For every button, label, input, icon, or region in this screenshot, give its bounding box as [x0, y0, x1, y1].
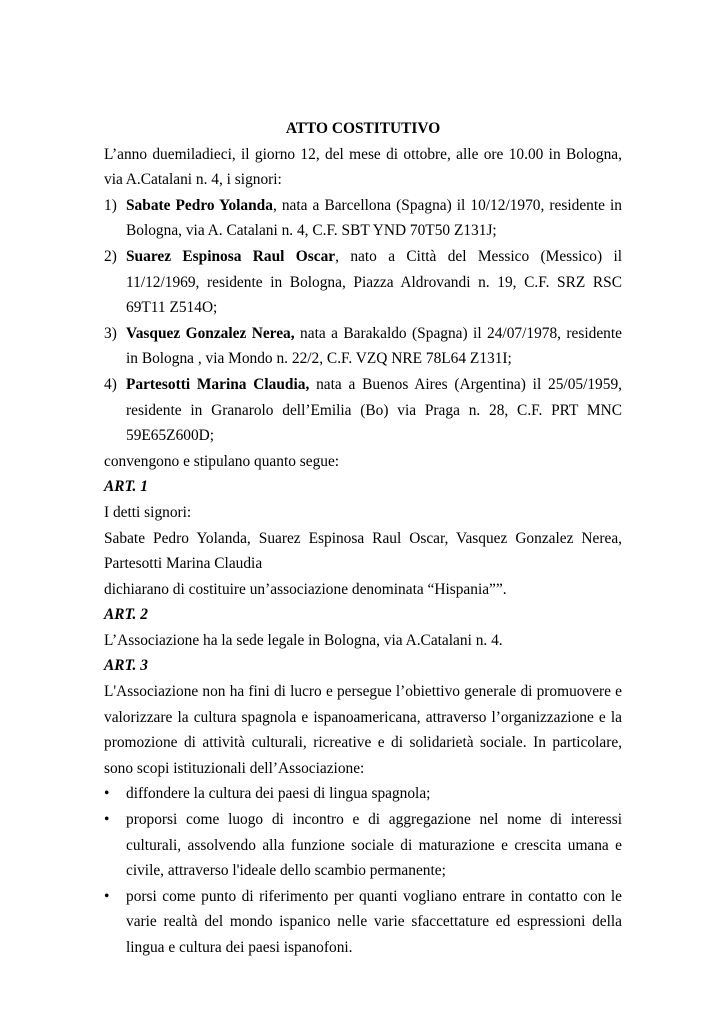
signer-item [104, 193, 622, 244]
goal-text: proporsi come luogo di incontro e di aggregazione nel nome di interessi culturali, assolvendo alla funzione sociale di maturazione e crescita umana e civile, attraverso l'ideale dello scambio permanente; [126, 811, 622, 880]
signer-details: nata a Barakaldo (Spagna) il 24/07/1978, residente in Bologna , via Mondo n. 22/2, C.F. VZQ NRE 78L64 Z131I; [126, 324, 622, 368]
signer-name: Vasquez Gonzalez Nerea, [126, 324, 295, 342]
signer-item [104, 321, 622, 372]
bullet-icon: • [104, 887, 110, 905]
signer-number: 1) [104, 196, 117, 214]
art1-line1: I detti signori: [104, 503, 192, 521]
goal-item [104, 884, 622, 961]
art2-heading: ART. 2 [104, 606, 148, 624]
signer-item [104, 372, 622, 449]
art1-declaration: dichiarano di costituire un’associazione denominata “Hispania””. [104, 580, 507, 598]
signer-item [104, 244, 622, 321]
art3-heading: ART. 3 [104, 657, 148, 675]
art3-text: L'Associazione non ha fini di lucro e persegue l’obiettivo generale di promuovere e valorizzare la cultura spagnola e ispanoamericana, attraverso l’organizzazione e la promozione di attività culturali, ricreative e di solidarietà sociale. In particolare, sono scopi istituzionali dell’Associazione: [104, 683, 622, 777]
signer-name: Partesotti Marina Claudia, [126, 375, 310, 393]
art1-heading: ART. 1 [104, 478, 148, 496]
bullet-icon: • [104, 811, 110, 829]
goal-item [104, 781, 622, 807]
document-page [104, 116, 622, 961]
signer-name: Suarez Espinosa Raul Oscar [126, 247, 336, 265]
signer-details: , nata a Barcellona (Spagna) il 10/12/1970, residente in Bologna, via A. Catalani n. 4, C.F. SBT YND 70T50 Z131J; [126, 196, 622, 240]
goal-text: diffondere la cultura dei paesi di lingua spagnola; [126, 785, 431, 803]
art2-text: L’Associazione ha la sede legale in Bologna, via A.Catalani n. 4. [104, 631, 503, 649]
signer-details: nata a Buenos Aires (Argentina) il 25/05/1959, residente in Granarolo dell’Emilia (Bo) via Praga n. 28, C.F. PRT MNC 59E65Z600D; [126, 375, 622, 445]
art1-names: Sabate Pedro Yolanda, Suarez Espinosa Raul Oscar, Vasquez Gonzalez Nerea, Partesotti Marina Claudia [104, 529, 622, 573]
signer-details: , nato a Città del Messico (Messico) il 11/12/1969, residente in Bologna, Piazza Aldrovandi n. 19, C.F. SRZ RSC 69T11 Z514O; [126, 247, 622, 317]
goal-item [104, 807, 622, 884]
document-title: ATTO COSTITUTIVO [285, 120, 441, 137]
signer-number: 3) [104, 324, 117, 342]
signer-number: 4) [104, 375, 117, 393]
goals-list [104, 781, 622, 960]
intro-paragraph: L’anno duemiladieci, il giorno 12, del mese di ottobre, alle ore 10.00 in Bologna, via A.Catalani n. 4, i signori: [104, 145, 622, 189]
agreement-line: convengono e stipulano quanto segue: [104, 452, 340, 470]
signer-name: Sabate Pedro Yolanda [126, 196, 273, 214]
bullet-icon: • [104, 785, 110, 803]
signers-list [104, 193, 622, 449]
goal-text: porsi come punto di riferimento per quanti vogliano entrare in contatto con le varie realtà del mondo ispanico nelle varie sfaccettature ed espressioni della lingua e cultura dei paesi ispanofoni. [126, 887, 622, 956]
signer-number: 2) [104, 247, 117, 265]
